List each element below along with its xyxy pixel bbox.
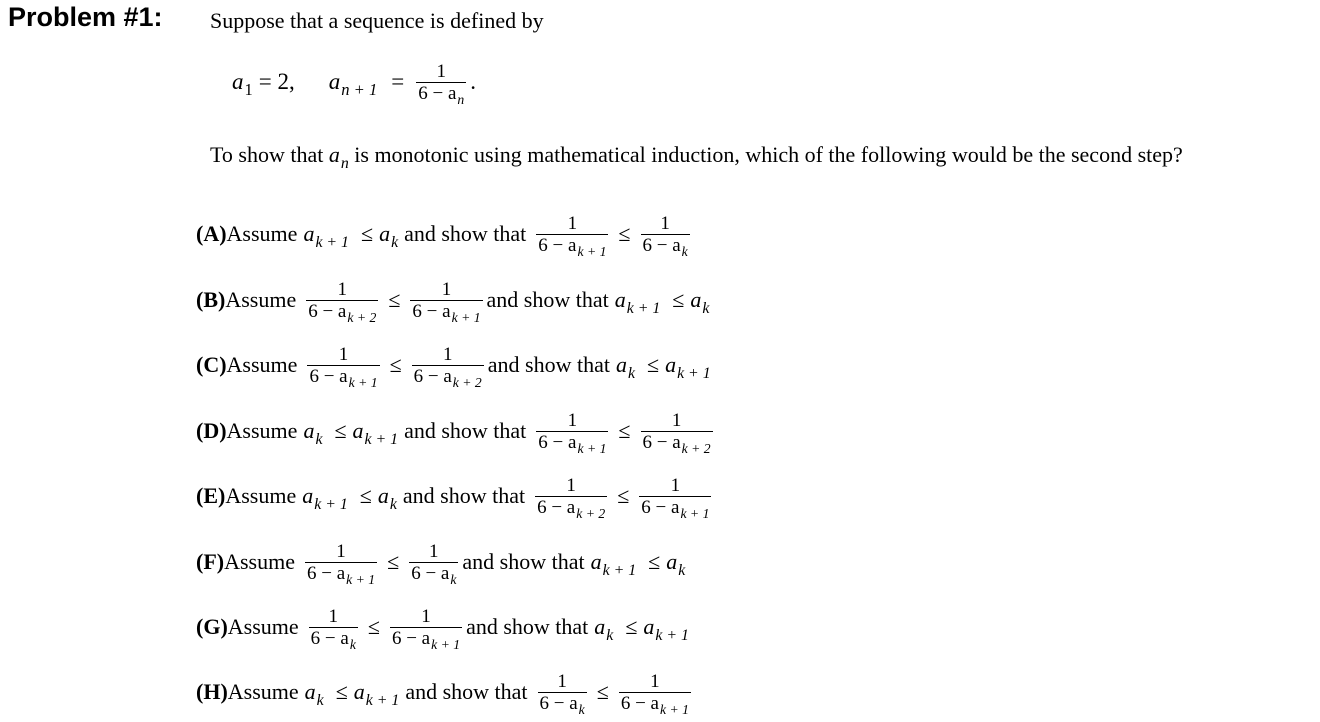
sequence-term: $a_k$ (615, 352, 635, 382)
leq-sign: ≤ (334, 418, 347, 443)
option-a[interactable] (196, 212, 694, 259)
option-text: Assume (225, 483, 297, 508)
fraction: $\frac{1}{6 - a_{k + 1}}$ (306, 541, 376, 587)
option-d[interactable] (196, 409, 717, 456)
option-label: (E) (196, 483, 226, 508)
option-h[interactable] (196, 670, 695, 717)
leq-sign: ≤ (367, 614, 380, 639)
option-g[interactable] (196, 605, 695, 652)
fraction: $\frac{1}{6 - a_k}$ (310, 606, 356, 652)
fraction: $\frac{1}{6 - a_{k + 1}}$ (391, 606, 461, 652)
problem-intro: Suppose that a sequence is defined by (210, 8, 544, 33)
fraction: $\frac{1}{6 - a_k}$ (539, 671, 585, 717)
option-text: and show that (462, 549, 585, 574)
option-text: Assume (227, 679, 299, 704)
equals-sign: = (391, 69, 405, 94)
leq-sign: ≤ (387, 549, 400, 574)
option-label: (A) (196, 221, 227, 246)
option-text: and show that (487, 352, 610, 377)
option-text: Assume (226, 352, 298, 377)
problem-title: Problem #1: (8, 2, 163, 32)
fraction: $\frac{1}{6 - a_k}$ (642, 213, 688, 259)
option-text: and show that (466, 614, 589, 639)
fraction: $\frac{1}{6 - a_{k + 2}}$ (413, 344, 482, 390)
leq-sign: ≤ (360, 221, 374, 246)
option-label: (D) (196, 418, 227, 443)
option-text: and show that (404, 221, 527, 246)
leq-sign: ≤ (618, 221, 631, 246)
leq-sign: ≤ (388, 287, 401, 312)
option-b[interactable] (196, 278, 715, 325)
question-text: To show that $a_n$ is monotonic using mathematical induction, which of the following would be the second step? (210, 142, 1183, 172)
option-label: (G) (196, 614, 228, 639)
option-text: Assume (226, 221, 298, 246)
leq-sign: ≤ (359, 483, 372, 508)
sequence-term: $a_{k + 1}$ (352, 418, 399, 448)
sequence-term: $a_{k + 1}$ (614, 287, 661, 317)
sequence-definition (232, 60, 476, 107)
leq-sign: ≤ (596, 679, 609, 704)
sequence-term: $a_k$ (377, 483, 397, 513)
fraction: $\frac{1}{6 - a_{k + 2}}$ (642, 410, 711, 456)
option-label: (F) (196, 549, 225, 574)
sequence-term: $a_{k + 1}$ (590, 549, 637, 579)
fraction: $\frac{1}{6 - a_{k + 1}}$ (538, 410, 607, 456)
a1-value: = 2, (258, 69, 295, 94)
an1-term: $a_{n + 1}$ (328, 69, 378, 99)
sequence-term: $a_{k + 1}$ (353, 679, 400, 709)
sequence-term: $a_{k + 1}$ (665, 352, 711, 382)
sequence-term: $a_{k + 1}$ (303, 221, 349, 251)
leq-sign: ≤ (618, 418, 631, 443)
option-e[interactable] (196, 474, 715, 521)
fraction: $\frac{1}{6 - a_{k + 1}}$ (641, 475, 710, 521)
option-text: Assume (226, 418, 298, 443)
fraction: $\frac{1}{6 - a_k}$ (411, 541, 457, 587)
fraction: $\frac{1}{6 - a_{k + 1}}$ (620, 671, 689, 717)
option-label: (H) (196, 679, 228, 704)
sequence-term: $a_k$ (666, 549, 686, 579)
option-text: and show that (402, 483, 526, 508)
leq-sign: ≤ (617, 483, 630, 508)
option-text: and show that (405, 679, 528, 704)
a1-term: $a_1$ (232, 69, 253, 99)
sequence-term: $a_k$ (303, 418, 323, 448)
leq-sign: ≤ (647, 352, 660, 377)
option-text: and show that (486, 287, 609, 312)
leq-sign: ≤ (672, 287, 685, 312)
leq-sign: ≤ (625, 614, 638, 639)
option-text: Assume (225, 287, 297, 312)
sequence-term: $a_{k + 1}$ (643, 614, 689, 644)
fraction: $\frac{1}{6 - a_{k + 2}}$ (537, 475, 606, 521)
option-text: Assume (227, 614, 299, 639)
fraction: $\frac{1}{6 - a_{k + 1}}$ (412, 279, 481, 325)
leq-sign: ≤ (335, 679, 348, 704)
option-c[interactable] (196, 343, 717, 390)
option-label: (B) (196, 287, 226, 312)
sequence-term: $a_{k + 1}$ (302, 483, 348, 513)
option-text: Assume (224, 549, 295, 574)
sequence-term: $a_k$ (690, 287, 710, 317)
period: . (470, 69, 476, 94)
fraction: $\frac{1}{6 - a_{k + 1}}$ (538, 213, 607, 259)
sequence-term: $a_k$ (594, 614, 614, 644)
sequence-term: $a_k$ (379, 221, 399, 251)
sequence-term: $a_k$ (304, 679, 324, 709)
leq-sign: ≤ (389, 352, 402, 377)
option-text: and show that (404, 418, 527, 443)
option-label: (C) (196, 352, 227, 377)
option-f[interactable] (196, 540, 691, 587)
fraction: $\frac{1}{6 - a_{k + 1}}$ (309, 344, 378, 390)
definition-fraction: $\frac{1}{6 - a_n}$ (418, 61, 465, 107)
leq-sign: ≤ (648, 549, 661, 574)
fraction: $\frac{1}{6 - a_{k + 2}}$ (308, 279, 377, 325)
